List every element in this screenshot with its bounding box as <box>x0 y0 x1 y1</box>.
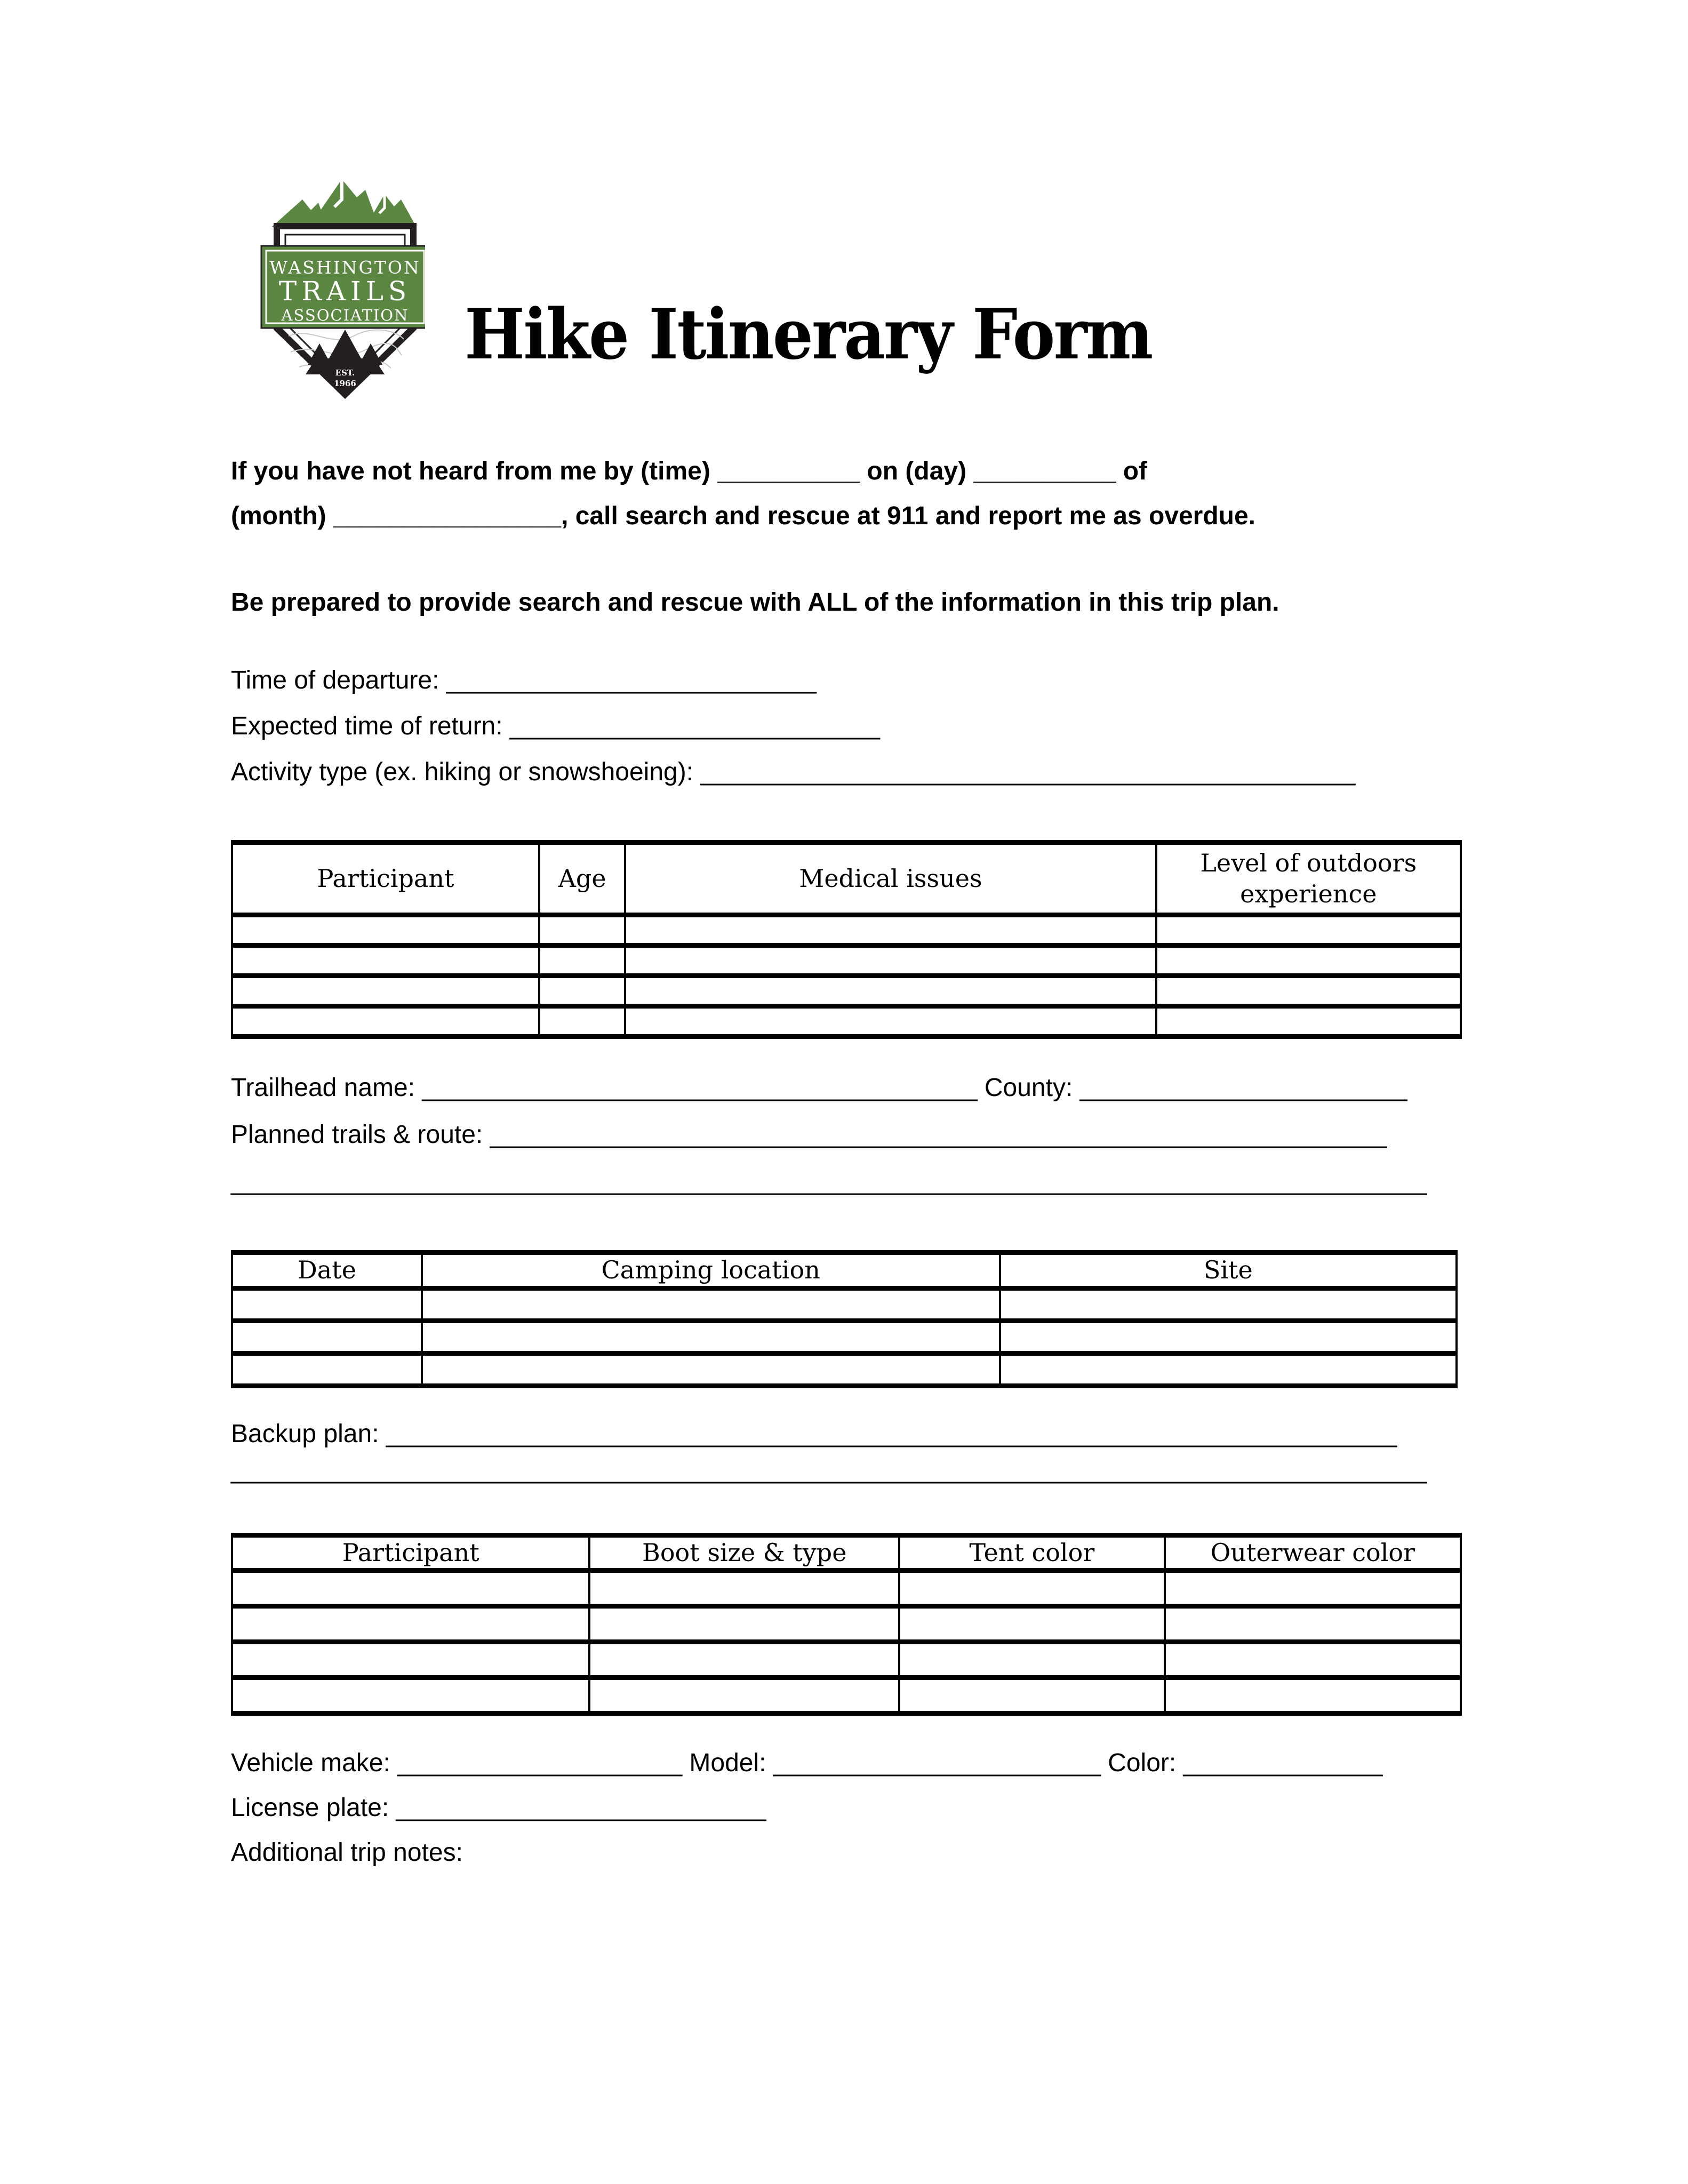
overdue-line-1 <box>231 449 1468 494</box>
planned-route-continuation <box>231 1158 1468 1205</box>
gear-header-tent: Tent color <box>899 1535 1165 1571</box>
trailhead-blank[interactable]: _______________________________________ <box>422 1074 978 1102</box>
outerwear-cell[interactable] <box>1165 1606 1461 1642</box>
logo-est-label: EST. <box>335 368 355 378</box>
camping-header-site: Site <box>1000 1253 1457 1289</box>
boot-cell[interactable] <box>589 1642 899 1678</box>
vehicle-section <box>231 1741 1468 1875</box>
gear-participant-cell[interactable] <box>232 1642 589 1678</box>
planned-route-label: Planned trails & route: <box>231 1121 490 1149</box>
age-cell[interactable] <box>539 915 625 946</box>
participants-row <box>232 915 1461 946</box>
be-prepared-note: Be prepared to provide search and rescue with ALL of the information in this trip plan. <box>231 588 1279 617</box>
camping-header-date: Date <box>232 1253 422 1289</box>
planned-route-blank[interactable]: _______________________________________________________________ <box>490 1121 1387 1149</box>
wta-logo <box>231 176 425 404</box>
logo-banner <box>261 246 425 328</box>
activity-blank[interactable]: ______________________________________________ <box>700 758 1356 786</box>
backup-plan-blank-2[interactable]: ____________________________________________________________________________________ <box>231 1455 1427 1484</box>
return-field <box>231 703 1468 749</box>
county-blank[interactable]: _______________________ <box>1079 1074 1407 1102</box>
county-label: County: <box>977 1074 1080 1102</box>
form-page <box>231 0 1468 1875</box>
participants-header-age: Age <box>539 843 625 915</box>
age-cell[interactable] <box>539 946 625 976</box>
logo-est-year: 1966 <box>334 379 356 388</box>
overdue-instructions <box>231 449 1468 539</box>
outerwear-cell[interactable] <box>1165 1678 1461 1714</box>
vehicle-field <box>231 1741 1468 1786</box>
model-blank[interactable]: _______________________ <box>773 1749 1101 1777</box>
tent-cell[interactable] <box>899 1678 1165 1714</box>
model-label: Model: <box>682 1749 773 1777</box>
time-blank[interactable]: __________ <box>717 457 860 485</box>
day-blank[interactable]: __________ <box>973 457 1116 485</box>
experience-cell[interactable] <box>1156 976 1461 1006</box>
activity-field <box>231 749 1468 795</box>
participants-row <box>232 946 1461 976</box>
license-field <box>231 1786 1468 1830</box>
gear-header-boot: Boot size & type <box>589 1535 899 1571</box>
backup-plan-label: Backup plan: <box>231 1419 386 1448</box>
outerwear-cell[interactable] <box>1165 1642 1461 1678</box>
license-plate-blank[interactable]: __________________________ <box>396 1794 766 1822</box>
gear-row <box>232 1606 1461 1642</box>
tent-cell[interactable] <box>899 1606 1165 1642</box>
activity-label: Activity type (ex. hiking or snowshoeing): <box>231 758 701 786</box>
outerwear-cell[interactable] <box>1165 1571 1461 1606</box>
experience-cell[interactable] <box>1156 1006 1461 1037</box>
participant-cell[interactable] <box>232 946 539 976</box>
age-cell[interactable] <box>539 976 625 1006</box>
medical-cell[interactable] <box>625 915 1156 946</box>
camping-header-row <box>232 1253 1457 1289</box>
gear-header-participant: Participant <box>232 1535 589 1571</box>
overdue-line2-text: (month) <box>231 502 333 530</box>
return-blank[interactable]: __________________________ <box>509 712 880 740</box>
vehicle-make-label: Vehicle make: <box>231 1749 398 1777</box>
gear-participant-cell[interactable] <box>232 1571 589 1606</box>
date-cell[interactable] <box>232 1288 422 1321</box>
experience-cell[interactable] <box>1156 915 1461 946</box>
gear-row <box>232 1571 1461 1606</box>
overdue-line1-post: of <box>1116 457 1148 485</box>
participant-cell[interactable] <box>232 976 539 1006</box>
participants-header-participant: Participant <box>232 843 539 915</box>
month-blank[interactable]: ________________ <box>333 502 562 530</box>
gear-header-row <box>232 1535 1461 1571</box>
boot-cell[interactable] <box>589 1606 899 1642</box>
color-blank[interactable]: ______________ <box>1183 1749 1383 1777</box>
gear-header-outerwear: Outerwear color <box>1165 1535 1461 1571</box>
participants-header-medical: Medical issues <box>625 843 1156 915</box>
participants-header-experience: Level of outdoors experience <box>1156 843 1461 915</box>
logo-org-line1: WASHINGTON <box>269 257 421 278</box>
site-cell[interactable] <box>1000 1288 1457 1321</box>
camping-header-location: Camping location <box>422 1253 1000 1289</box>
boot-cell[interactable] <box>589 1678 899 1714</box>
participants-header-row <box>232 843 1461 915</box>
trailhead-label: Trailhead name: <box>231 1074 422 1102</box>
medical-cell[interactable] <box>625 976 1156 1006</box>
tent-cell[interactable] <box>899 1642 1165 1678</box>
departure-label: Time of departure: <box>231 666 446 694</box>
trip-notes-field <box>231 1830 1468 1875</box>
age-cell[interactable] <box>539 1006 625 1037</box>
departure-blank[interactable]: __________________________ <box>446 666 817 694</box>
participants-row <box>232 976 1461 1006</box>
medical-cell[interactable] <box>625 1006 1156 1037</box>
departure-field <box>231 658 1468 703</box>
trip-basics <box>231 658 1468 795</box>
participant-cell[interactable] <box>232 915 539 946</box>
date-cell[interactable] <box>232 1353 422 1386</box>
mountains-icon <box>271 179 417 227</box>
masthead <box>231 0 1468 405</box>
location-cell[interactable] <box>422 1288 1000 1321</box>
overdue-line1-mid: on (day) <box>860 457 974 485</box>
vehicle-make-blank[interactable]: ____________________ <box>397 1749 683 1777</box>
planned-route-field <box>231 1111 1468 1158</box>
date-cell[interactable] <box>232 1321 422 1353</box>
overdue-line1-text: If you have not heard from me by (time) <box>231 457 718 485</box>
color-label: Color: <box>1100 1749 1183 1777</box>
medical-cell[interactable] <box>625 946 1156 976</box>
gear-row <box>232 1678 1461 1714</box>
camping-row <box>232 1288 1457 1321</box>
gear-row <box>232 1642 1461 1678</box>
gear-table <box>231 1533 1462 1716</box>
backup-plan-blank[interactable]: _______________________________________________________________________ <box>386 1419 1397 1448</box>
camping-table <box>231 1250 1458 1388</box>
route-section <box>231 1065 1468 1205</box>
overdue-line2-post: , call search and rescue at 911 and report me as overdue. <box>561 502 1256 530</box>
camping-row <box>232 1353 1457 1386</box>
location-cell[interactable] <box>422 1321 1000 1353</box>
page-title: Hike Itinerary Form <box>465 293 1152 375</box>
overdue-line-2 <box>231 494 1468 539</box>
site-cell[interactable] <box>1000 1353 1457 1386</box>
trailhead-field <box>231 1065 1468 1111</box>
experience-cell[interactable] <box>1156 946 1461 976</box>
participant-cell[interactable] <box>232 1006 539 1037</box>
participants-row <box>232 1006 1461 1037</box>
backup-plan-continuation <box>231 1447 1468 1493</box>
camping-row <box>232 1321 1457 1353</box>
backup-section <box>231 1411 1468 1493</box>
tent-cell[interactable] <box>899 1571 1165 1606</box>
planned-route-blank-2[interactable]: ____________________________________________________________________________________ <box>231 1167 1427 1196</box>
trip-notes-label: Additional trip notes: <box>231 1838 463 1867</box>
return-label: Expected time of return: <box>231 712 510 740</box>
gear-participant-cell[interactable] <box>232 1606 589 1642</box>
boot-cell[interactable] <box>589 1571 899 1606</box>
gear-participant-cell[interactable] <box>232 1678 589 1714</box>
participants-table <box>231 840 1462 1039</box>
logo-org-line2: TRAILS <box>278 276 412 307</box>
logo-org-line3: ASSOCIATION <box>281 306 409 324</box>
location-cell[interactable] <box>422 1353 1000 1386</box>
license-plate-label: License plate: <box>231 1794 396 1822</box>
site-cell[interactable] <box>1000 1321 1457 1353</box>
